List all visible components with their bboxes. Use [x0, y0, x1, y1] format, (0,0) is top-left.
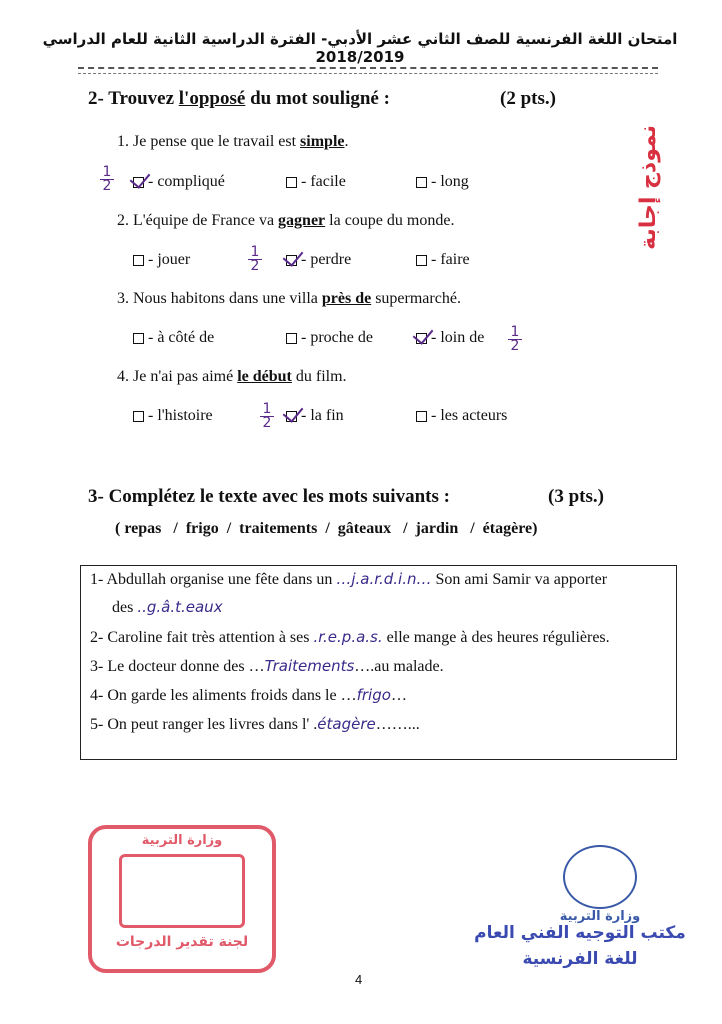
- section2-points: (2 pts.): [500, 88, 556, 109]
- book-icon: [119, 854, 245, 928]
- question-text: Nous habitons dans une villa: [133, 290, 322, 307]
- question-3: [117, 290, 461, 308]
- section2-title-prefix: 2- Trouvez: [88, 88, 179, 109]
- line-text: des: [112, 599, 138, 616]
- checkbox-icon[interactable]: [133, 411, 144, 422]
- option-label: - long: [431, 173, 469, 190]
- line-text: ….au malade.: [354, 658, 444, 675]
- option-label: - faire: [431, 251, 470, 268]
- question-1: [117, 133, 349, 151]
- fill-line-1: [90, 570, 607, 589]
- question-text: Je pense que le travail est: [133, 133, 301, 150]
- question-number: 4.: [117, 368, 129, 385]
- checkbox-icon[interactable]: [416, 177, 427, 188]
- underlined-word: le début: [237, 368, 292, 385]
- fill-line-5: [90, 715, 420, 734]
- option-label: - loin de: [431, 329, 485, 346]
- option-checkbox[interactable]: [286, 173, 346, 191]
- line-text: 1- Abdullah organise une fête dans un: [90, 571, 337, 588]
- checkbox-icon[interactable]: [133, 333, 144, 344]
- stamp-bottom-text: لجنة تقدير الدرجات: [115, 934, 249, 950]
- half-point-mark: $\frac{1}{2}$: [248, 246, 262, 273]
- option-checkbox[interactable]: [416, 251, 470, 269]
- option-label: - la fin: [301, 407, 344, 424]
- option-label: - facile: [301, 173, 346, 190]
- fill-line-2: [90, 628, 610, 647]
- option-checkbox[interactable]: [416, 407, 507, 425]
- checkbox-checked-icon[interactable]: [286, 255, 297, 266]
- option-checkbox[interactable]: [133, 251, 190, 269]
- question-number: 2.: [117, 212, 129, 229]
- option-label: - perdre: [301, 251, 352, 268]
- half-point-mark: $\frac{1}{2}$: [100, 166, 114, 193]
- line-text: 3- Le docteur donne des …: [90, 658, 265, 675]
- handwritten-answer[interactable]: frigo: [356, 686, 391, 704]
- page-number: 4: [355, 972, 363, 987]
- option-label: - compliqué: [148, 173, 225, 190]
- section3-title: 3- Complétez le texte avec les mots suivants :: [88, 486, 450, 507]
- section2-title: [88, 88, 390, 110]
- half-point-mark: $\frac{1}{2}$: [260, 403, 274, 430]
- option-checkbox[interactable]: [416, 329, 484, 347]
- option-checkbox[interactable]: [133, 329, 214, 347]
- line-text: 2- Caroline fait très attention à ses: [90, 629, 314, 646]
- fill-line-4: [90, 686, 407, 705]
- option-checkbox[interactable]: [133, 173, 225, 191]
- underlined-word: près de: [321, 290, 372, 307]
- header-divider-2: [78, 73, 658, 74]
- option-label: - proche de: [301, 329, 373, 346]
- exam-header: امتحان اللغة الفرنسية للصف الثاني عشر الأدبي- الفترة الدراسية الثانية للعام الدراسي 2018/2019: [42, 30, 678, 66]
- emblem-icon: [563, 845, 637, 909]
- word-list: ( repas / frigo / traitements / gâteaux / jardin / étagère): [115, 520, 538, 537]
- option-checkbox[interactable]: [286, 407, 344, 425]
- question-text: Je n'ai pas aimé: [133, 368, 238, 385]
- checkbox-icon[interactable]: [286, 177, 297, 188]
- question-text-end: supermarché.: [371, 290, 461, 307]
- section2-title-underlined: l'opposé: [178, 88, 246, 109]
- checkbox-icon[interactable]: [416, 411, 427, 422]
- question-number: 3.: [117, 290, 129, 307]
- header-divider: [78, 67, 658, 69]
- line-text: 5- On peut ranger les livres dans l' .: [90, 716, 318, 733]
- checkbox-icon[interactable]: [416, 255, 427, 266]
- question-text-end: du film.: [291, 368, 347, 385]
- option-checkbox[interactable]: [133, 407, 213, 425]
- line-text: elle mange à des heures régulières.: [382, 629, 610, 646]
- stamp-top-text: وزارة التربية: [141, 833, 223, 848]
- half-point-mark: $\frac{1}{2}$: [508, 326, 522, 353]
- checkbox-checked-icon[interactable]: [133, 177, 144, 188]
- question-text: L'équipe de France va: [133, 212, 279, 229]
- checkbox-icon[interactable]: [133, 255, 144, 266]
- option-checkbox[interactable]: [286, 251, 351, 269]
- line-text: Son ami Samir va apporter: [431, 571, 608, 588]
- office-line-1: مكتب التوجيه الفني العام: [474, 923, 686, 943]
- option-label: - l'histoire: [148, 407, 213, 424]
- fill-line-3: [90, 657, 444, 676]
- line-text: ……...: [375, 716, 420, 733]
- option-checkbox[interactable]: [416, 173, 469, 191]
- grading-committee-stamp: [88, 825, 276, 973]
- checkbox-checked-icon[interactable]: [286, 411, 297, 422]
- question-2: [117, 212, 454, 230]
- underlined-word: gagner: [278, 212, 326, 229]
- ministry-logo: [520, 845, 680, 924]
- question-number: 1.: [117, 133, 129, 150]
- option-label: - à côté de: [148, 329, 215, 346]
- option-label: - jouer: [148, 251, 191, 268]
- office-line-2: للغة الفرنسية: [522, 949, 638, 969]
- handwritten-answer[interactable]: étagère: [317, 715, 376, 733]
- section2-title-suffix: du mot souligné :: [245, 88, 390, 109]
- handwritten-answer[interactable]: ..g.â.t.eaux: [137, 598, 223, 616]
- line-text: 4- On garde les aliments froids dans le …: [90, 687, 357, 704]
- section3-points: (3 pts.): [548, 486, 604, 507]
- checkbox-icon[interactable]: [286, 333, 297, 344]
- option-checkbox[interactable]: [286, 329, 373, 347]
- question-4: [117, 368, 347, 386]
- line-text: …: [390, 687, 407, 704]
- handwritten-answer[interactable]: …j.a.r.d.i.n…: [336, 570, 432, 588]
- underlined-word: simple: [300, 133, 345, 150]
- handwritten-answer[interactable]: .r.e.p.a.s.: [313, 628, 383, 646]
- fill-line-1b: [112, 598, 223, 617]
- question-text-end: la coupe du monde.: [325, 212, 455, 229]
- logo-text: وزارة التربية: [559, 909, 641, 924]
- option-label: - les acteurs: [431, 407, 508, 424]
- question-text-end: .: [344, 133, 349, 150]
- checkbox-checked-icon[interactable]: [416, 333, 427, 344]
- handwritten-answer[interactable]: Traitements: [264, 657, 355, 675]
- answer-key-label: نموذج إجابة: [636, 125, 661, 250]
- office-name: [470, 920, 690, 972]
